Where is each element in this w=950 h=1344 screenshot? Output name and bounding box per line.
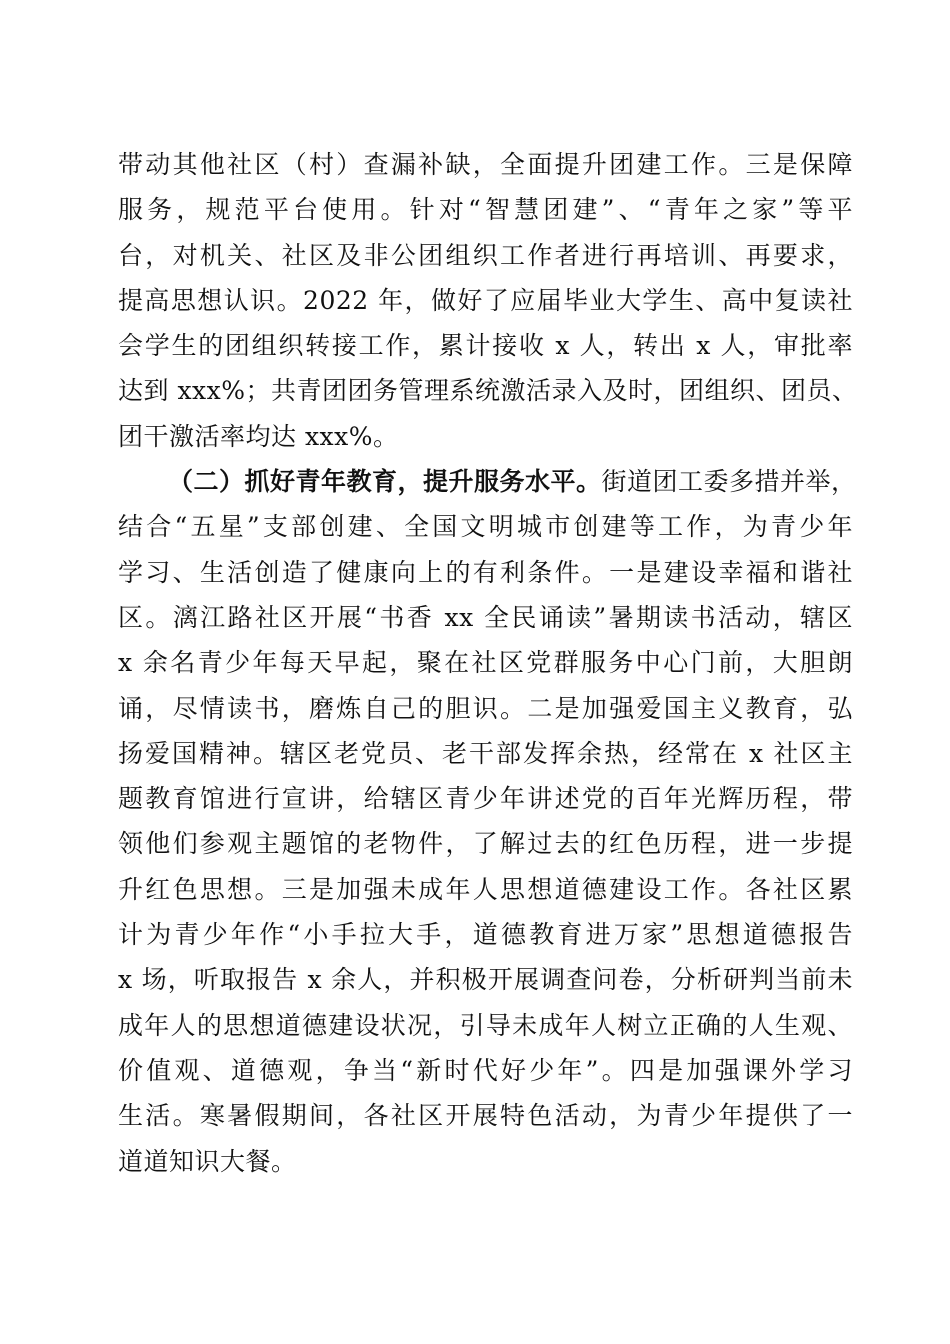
paragraph2-line: 题教育馆进行宣讲，给辖区青少年讲述党的百年光辉历程，带 — [118, 784, 853, 814]
paragraph2-line: 计为青少年作“小手拉大手，道德教育进万家”思想道德报告 — [118, 920, 853, 950]
paragraph2-line: 扬爱国精神。辖区老党员、老干部发挥余热，经常在 x 社区主 — [118, 738, 853, 768]
paragraph1-line: 会学生的团组织转接工作，累计接收 x 人，转出 x 人，审批率 — [118, 331, 853, 361]
paragraph2-line: 结合“五星”支部创建、全国文明城市创建等工作，为青少年 — [118, 512, 853, 542]
paragraph2-line: 价值观、道德观，争当“新时代好少年”。四是加强课外学习 — [118, 1055, 853, 1085]
paragraph1-line: 台，对机关、社区及非公团组织工作者进行再培训、再要求， — [118, 240, 853, 270]
paragraph2-line: 道道知识大餐。 — [118, 1146, 297, 1176]
paragraph2-line: x 场，听取报告 x 余人，并积极开展调查问卷，分析研判当前未 — [118, 965, 853, 995]
paragraph1-line: 带动其他社区（村）查漏补缺，全面提升团建工作。三是保障 — [118, 150, 853, 179]
paragraph1-line: 服务，规范平台使用。针对“智慧团建”、“青年之家”等平 — [118, 195, 853, 225]
section-heading: （二）抓好青年教育，提升服务水平。 — [168, 467, 602, 497]
document-body — [118, 142, 858, 1184]
paragraph2-line: 成年人的思想道德建设状况，引导未成年人树立正确的人生观、 — [118, 1010, 853, 1040]
paragraph2-line: x 余名青少年每天早起，聚在社区党群服务中心门前，大胆朗 — [118, 648, 853, 678]
paragraph2-first-line-text: 街道团工委多措并举， — [601, 467, 857, 497]
paragraph2-line: 升红色思想。三是加强未成年人思想道德建设工作。各社区累 — [118, 874, 853, 904]
paragraph1-line: 达到 xxx%；共青团团务管理系统激活录入及时，团组织、团员、 — [118, 376, 858, 406]
paragraph1-line: 团干激活率均达 xxx%。 — [118, 421, 399, 451]
paragraph2-line: 区。漓江路社区开展“书香 xx 全民诵读”暑期读书活动，辖区 — [118, 602, 853, 632]
paragraph2-line: 生活。寒暑假期间，各社区开展特色活动，为青少年提供了一 — [118, 1101, 853, 1131]
paragraph2-line: 诵，尽情读书，磨炼自己的胆识。二是加强爱国主义教育，弘 — [118, 693, 853, 723]
paragraph2-line: 学习、生活创造了健康向上的有利条件。一是建设幸福和谐社 — [118, 557, 853, 587]
paragraph1-line: 提高思想认识。2022 年，做好了应届毕业大学生、高中复读社 — [118, 285, 853, 315]
paragraph2-line: 领他们参观主题馆的老物件，了解过去的红色历程，进一步提 — [118, 829, 853, 859]
paragraph2-first-line — [118, 459, 857, 504]
